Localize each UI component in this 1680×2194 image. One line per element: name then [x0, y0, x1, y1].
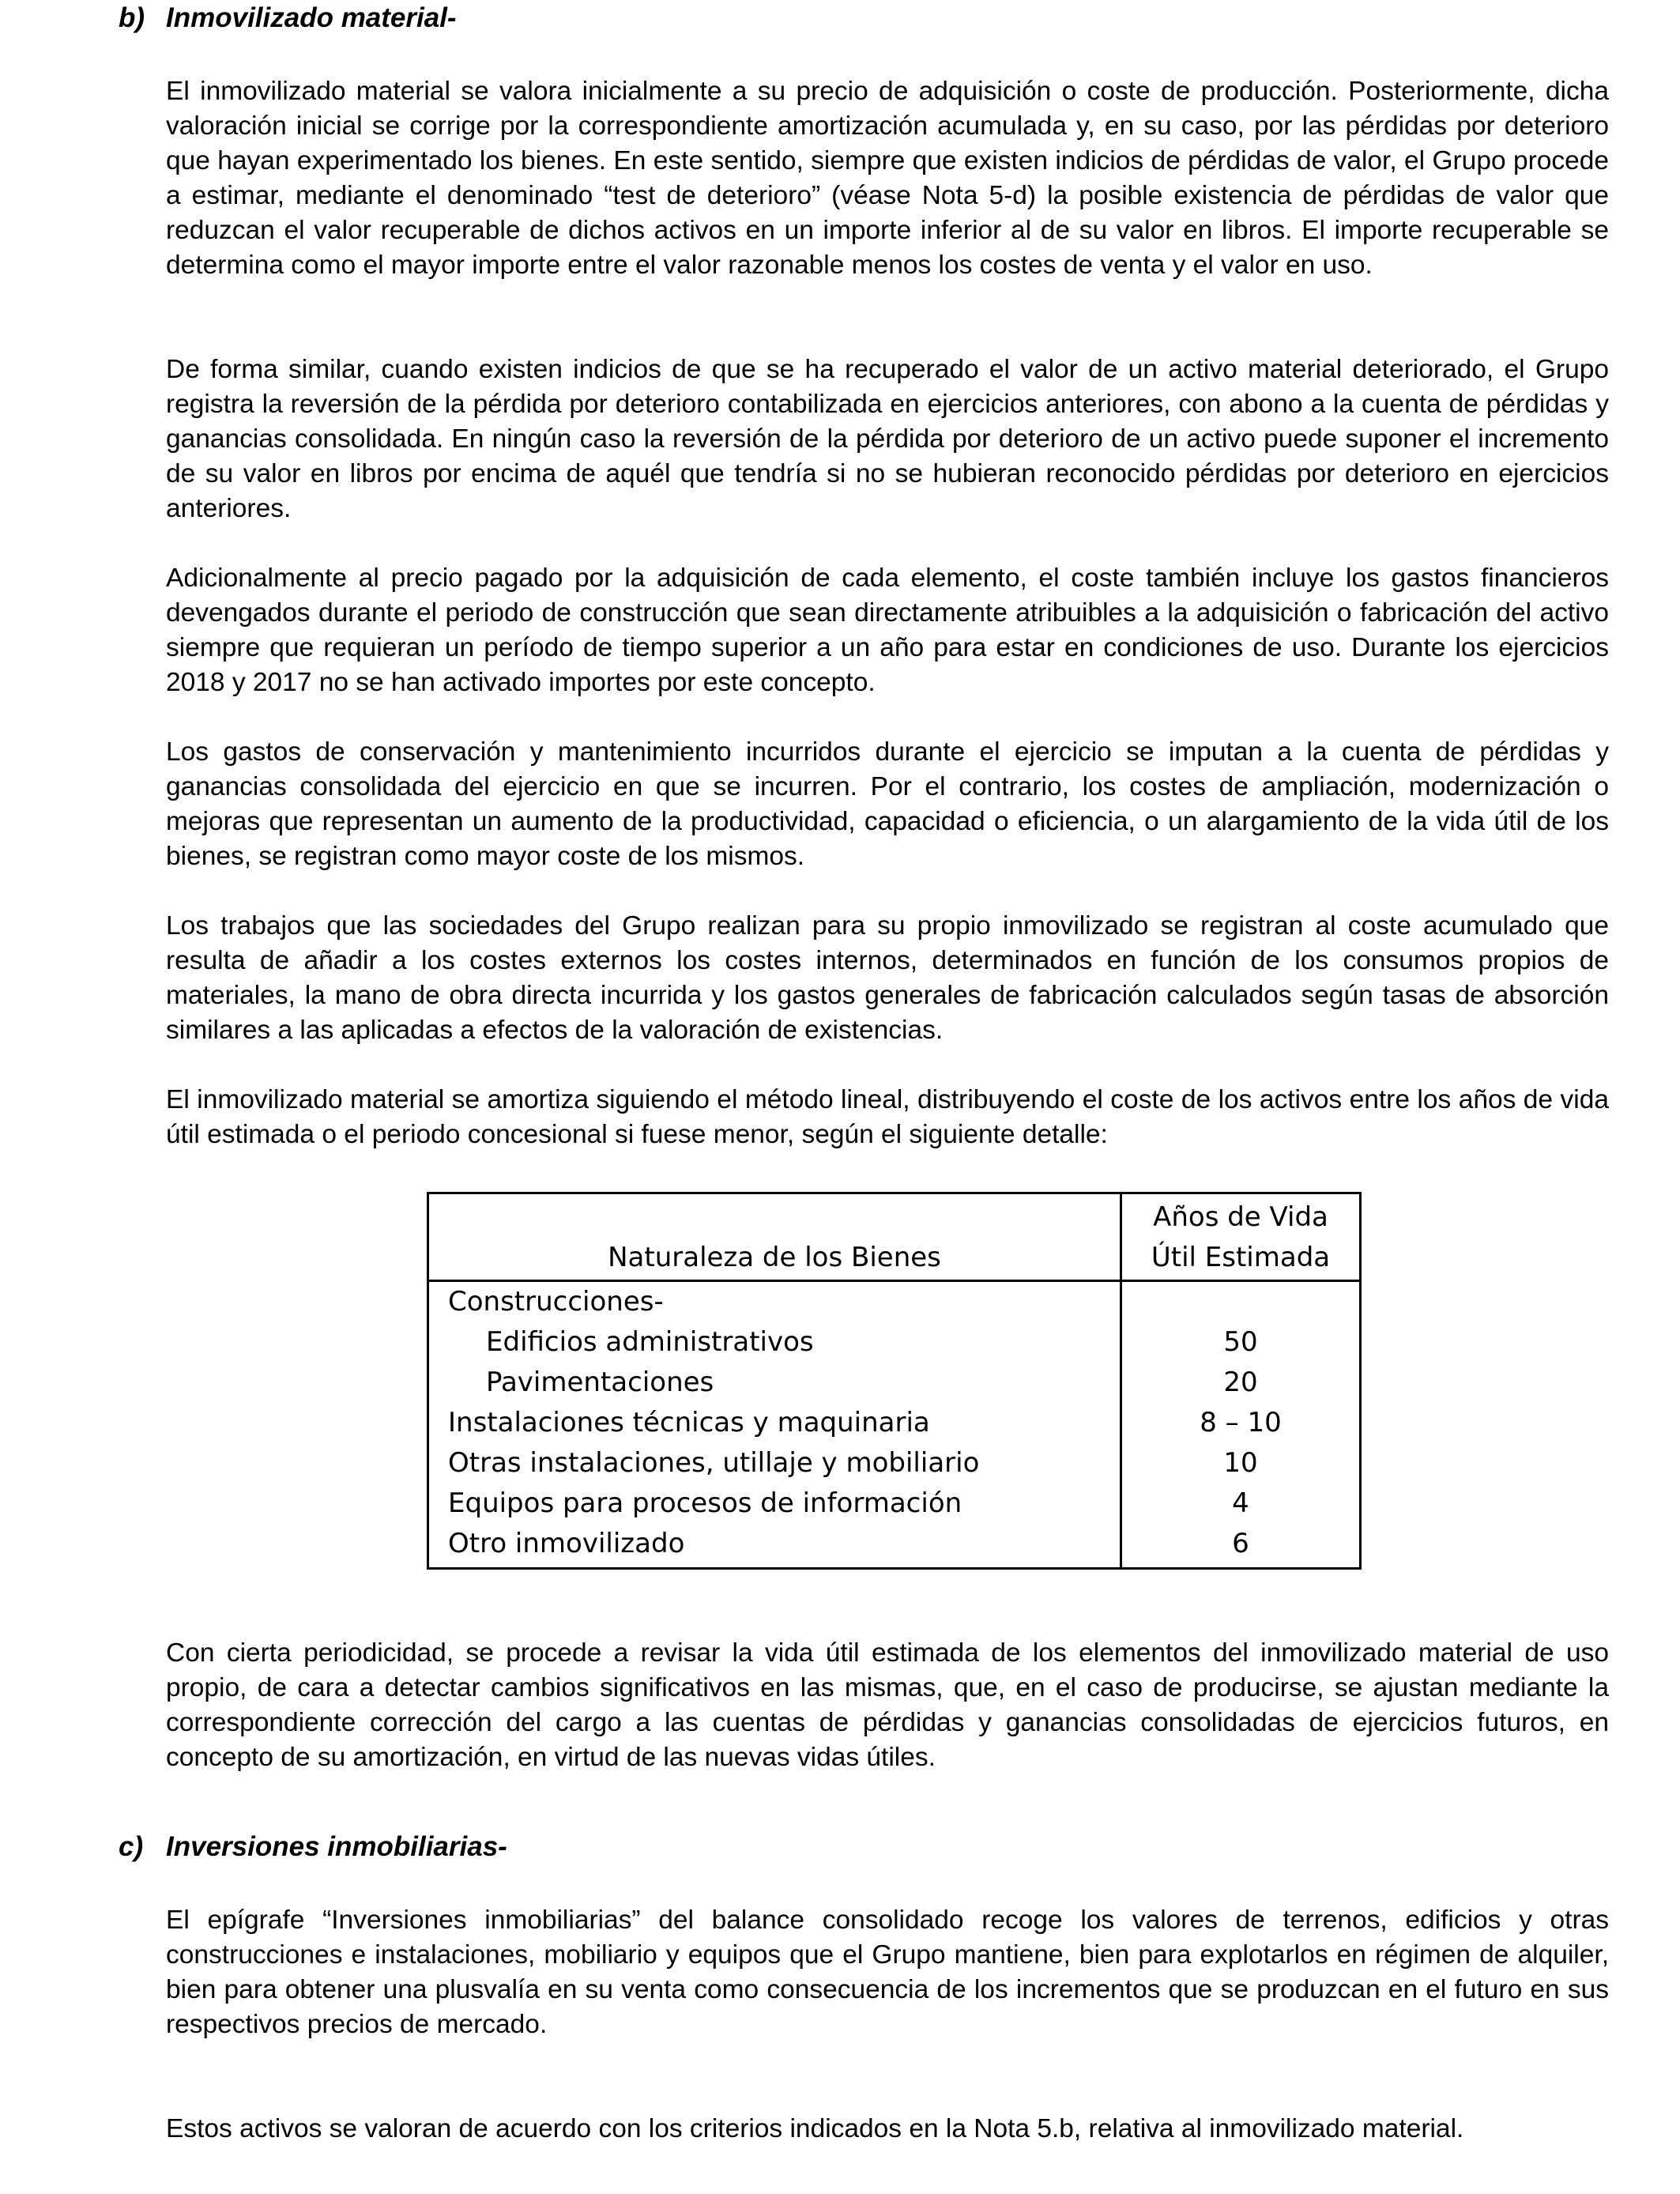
paragraph-review-useful-life: Con cierta periodicidad, se procede a revisar la vida útil estimada de los elementos del inmovilizado material de uso propio, de cara a detectar cambios significativos en las mismas, que, en el caso de producirse, se ajustan mediante la correspondiente corrección del cargo a las cuentas de pérdidas y ganancias consolidadas de ejercicios futuros, en concepto de su amortización, en virtud de las nuevas vidas útiles.: [166, 1638, 1609, 1772]
paragraph-maintenance: Los gastos de conservación y mantenimiento incurridos durante el ejercicio se imputan a la cuenta de pérdidas y ganancias consolidada del ejercicio en que se incurren. Por el contrario, los costes de ampliación, modernización o mejoras que representan un aumento de la productividad, capacidad o eficiencia, o un alargamiento de la vida útil de los bienes, se registran como mayor coste de los mismos.: [166, 737, 1609, 871]
row-value: 8 – 10: [1200, 1407, 1282, 1438]
table-row: [428, 1322, 1361, 1363]
section-b-title: Inmovilizado material-: [166, 2, 457, 33]
useful-life-table: [427, 1192, 1362, 1570]
section-c-letter: c): [119, 1831, 144, 1862]
header-useful-life: [1121, 1193, 1361, 1281]
paragraph-financial-costs: Adicionalmente al precio pagado por la adquisición de cada elemento, el coste también incluye los gastos financieros devengados durante el periodo de construcción que sean directamente atribuibles a la adquisición o fabricación del activo siempre que requieran un período de tiempo superior a un año para estar en condiciones de uso. Durante los ejercicios 2018 y 2017 no se han activado importes por este concepto.: [166, 564, 1609, 697]
paragraph-reversal: De forma similar, cuando existen indicios de que se ha recuperado el valor de un activo material deteriorado, el Grupo registra la reversión de la pérdida por deterioro contabilizada en ejercicios anteriores, con abono a la cuenta de pérdidas y ganancias consolidada. En ningún caso la reversión de la pérdida por deterioro de un activo puede suponer el incremento de su valor en libros por encima de aquél que tendría si no se hubieran reconocido pérdidas por deterioro en ejercicios anteriores.: [166, 355, 1609, 523]
table-row: [428, 1363, 1361, 1403]
row-value: 4: [1232, 1487, 1249, 1519]
paragraph-own-work: Los trabajos que las sociedades del Grupo realizan para su propio inmovilizado se registran al coste acumulado que resulta de añadir a los costes externos los costes internos, determinados en función de los consumos propios de materiales, la mano de obra directa incurrida y los gastos generales de fabricación calculados según tasas de absorción similares a las aplicadas a efectos de la valoración de existencias.: [166, 911, 1609, 1045]
header-useful-life-line2: Útil Estimada: [1151, 1242, 1331, 1273]
row-label: Otro inmovilizado: [428, 1524, 1121, 1569]
paragraph-investment-valuation: Estos activos se valoran de acuerdo con los criterios indicados en la Nota 5.b, relativa al inmovilizado material.: [166, 2114, 1464, 2143]
section-b-heading: [119, 2, 457, 35]
section-b-letter: b): [119, 2, 145, 33]
row-value: 20: [1223, 1367, 1258, 1398]
table-row: [428, 1403, 1361, 1443]
row-value: 6: [1232, 1528, 1249, 1559]
table-header-row: [428, 1193, 1361, 1281]
row-value: 10: [1223, 1447, 1258, 1479]
section-c-title: Inversiones inmobiliarias-: [166, 1831, 507, 1862]
row-label: Instalaciones técnicas y maquinaria: [428, 1403, 1121, 1443]
row-value: 50: [1223, 1326, 1258, 1358]
row-value: [1121, 1281, 1361, 1323]
table-row: [428, 1524, 1361, 1569]
row-label: Edificios administrativos: [428, 1322, 1121, 1363]
row-label: Construcciones-: [428, 1281, 1121, 1323]
paragraph-valuation: El inmovilizado material se valora inicialmente a su precio de adquisición o coste de producción. Posteriormente, dicha valoración inicial se corrige por la correspondiente amortización acumulada y, en su caso, por las pérdidas por deterioro que hayan experimentado los bienes. En este sentido, siempre que existen indicios de pérdidas de valor, el Grupo procede a estimar, mediante el denominado “test de deterioro” (véase Nota 5-d) la posible existencia de pérdidas de valor que reduzcan el valor recuperable de dichos activos en un importe inferior al de su valor en libros. El importe recuperable se determina como el mayor importe entre el valor razonable menos los costes de venta y el valor en uso.: [166, 77, 1609, 280]
row-label: Otras instalaciones, utillaje y mobiliario: [428, 1443, 1121, 1483]
table-row: [428, 1443, 1361, 1483]
paragraph-investment-property: El epígrafe “Inversiones inmobiliarias” del balance consolidado recoge los valores de terrenos, edificios y otras construcciones e instalaciones, mobiliario y equipos que el Grupo mantiene, bien para explotarlos en régimen de alquiler, bien para obtener una plusvalía en su venta como consecuencia de los incrementos que se produzcan en el futuro en sus respectivos precios de mercado.: [166, 1906, 1609, 2039]
table-row: [428, 1281, 1361, 1323]
header-nature: Naturaleza de los Bienes: [428, 1193, 1121, 1281]
table-row: [428, 1483, 1361, 1524]
row-label: Pavimentaciones: [428, 1363, 1121, 1403]
section-c-heading: [119, 1830, 507, 1864]
paragraph-depreciation: El inmovilizado material se amortiza siguiendo el método lineal, distribuyendo el coste de los activos entre los años de vida útil estimada o el periodo concesional si fuese menor, según el siguiente detalle:: [166, 1085, 1609, 1149]
header-useful-life-line1: Años de Vida: [1153, 1201, 1328, 1233]
row-label: Equipos para procesos de información: [428, 1483, 1121, 1524]
